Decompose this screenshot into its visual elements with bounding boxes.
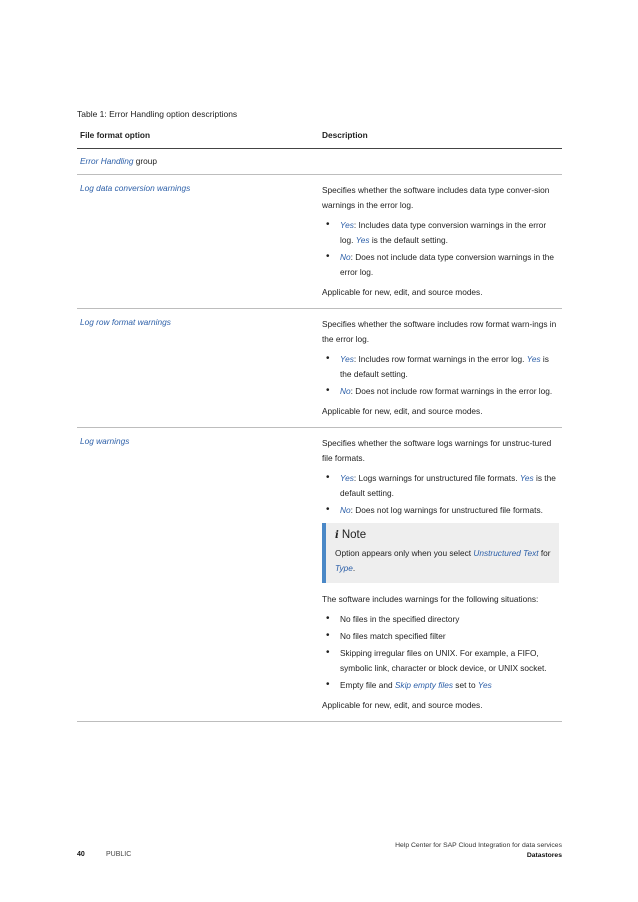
option-name: Log row format warnings (80, 317, 171, 327)
situation-text: Empty file and (340, 680, 395, 690)
description-intro: Specifies whether the software includes data type conver-sion warnings in the error log. (322, 185, 550, 210)
situation-text: No files match specified filter (340, 631, 446, 641)
table-caption: Table 1: Error Handling option descriptions (77, 109, 238, 119)
situation-text: Skipping irregular files on UNIX. For example, a FIFO, symbolic link, character or block device, or UNIX socket. (340, 648, 547, 673)
footer-doc-title: Help Center for SAP Cloud Integration for data services (395, 842, 562, 849)
value-keyword: Yes (519, 473, 534, 483)
applicable-modes: Applicable for new, edit, and source modes. (322, 406, 483, 416)
value-text: : Logs warnings for unstructured file formats. (353, 473, 520, 483)
value-keyword: Yes (340, 354, 354, 364)
option-description (322, 309, 559, 427)
option-description (322, 428, 559, 721)
note-title (335, 528, 551, 543)
list-item (322, 678, 559, 693)
value-text: is the default setting. (340, 354, 549, 379)
note-text (335, 546, 551, 576)
value-keyword: Yes (526, 354, 541, 364)
list-item (322, 218, 559, 248)
bullet-icon: • (326, 472, 330, 483)
note-text-part: for (538, 548, 551, 558)
table-row (77, 175, 562, 309)
description-intro: Specifies whether the software includes row format warn-ings in the error log. (322, 319, 557, 344)
bullet-icon: • (326, 679, 330, 690)
situation-text: set to (453, 680, 478, 690)
note-label: Note (341, 529, 367, 541)
list-item (322, 612, 559, 627)
applicable-modes: Applicable for new, edit, and source modes. (322, 700, 483, 710)
note-box (322, 523, 559, 583)
value-list (322, 471, 559, 518)
value-keyword: Yes (340, 473, 354, 483)
option-description (322, 175, 559, 308)
value-keyword: No (340, 505, 351, 515)
value-text: : Does not include data type conversion warnings in the error log. (340, 252, 555, 277)
bullet-icon: • (326, 504, 330, 515)
situations-list (322, 612, 559, 693)
value-text: is the default setting. (369, 235, 448, 245)
situations-intro: The software includes warnings for the following situations: (322, 594, 539, 604)
value-keyword: No (340, 252, 351, 262)
value-list (322, 218, 559, 280)
footer-section: Datastores (526, 852, 562, 859)
value-text: : Does not include row format warnings in the error log. (350, 386, 553, 396)
list-item (322, 384, 559, 399)
list-item (322, 250, 559, 280)
description-intro: Specifies whether the software logs warnings for unstruc-tured file formats. (322, 438, 552, 463)
group-label (80, 156, 157, 166)
bullet-icon: • (326, 613, 330, 624)
classification-label: PUBLIC (106, 851, 132, 858)
group-suffix: group (133, 156, 158, 166)
value-list (322, 352, 559, 399)
info-icon: i (335, 530, 339, 541)
list-item (322, 503, 559, 518)
note-text-part: Option appears only when you select (335, 548, 474, 558)
value-text: is the default setting. (340, 473, 556, 498)
option-name: Log warnings (80, 436, 130, 446)
value-text: : Includes row format warnings in the error log. (353, 354, 527, 364)
table-header (77, 124, 562, 149)
bullet-icon: • (326, 647, 330, 658)
value-text: : Includes data type conversion warnings in the error log. (340, 220, 547, 245)
applicable-modes: Applicable for new, edit, and source modes. (322, 287, 483, 297)
col-header-option: File format option (80, 130, 151, 140)
page-number: 40 (77, 851, 85, 858)
situation-keyword: Yes (477, 680, 492, 690)
note-keyword: Unstructured Text (473, 548, 539, 558)
situation-keyword: Skip empty files (394, 680, 453, 690)
value-keyword: Yes (340, 220, 354, 230)
bullet-icon: • (326, 251, 330, 262)
group-row (77, 149, 562, 175)
footer-doc-info (395, 841, 562, 861)
options-table (77, 124, 562, 722)
value-text: : Does not log warnings for unstructured file formats. (350, 505, 543, 515)
note-keyword: Type (335, 563, 353, 573)
list-item (322, 471, 559, 501)
value-keyword: Yes (355, 235, 370, 245)
group-name: Error Handling (80, 156, 134, 166)
note-text-part: . (352, 563, 356, 573)
bullet-icon: • (326, 353, 330, 364)
bullet-icon: • (326, 385, 330, 396)
bullet-icon: • (326, 219, 330, 230)
situation-text: No files in the specified directory (340, 614, 460, 624)
table-row (77, 309, 562, 428)
option-name: Log data conversion warnings (80, 183, 191, 193)
table-row (77, 428, 562, 722)
list-item (322, 352, 559, 382)
col-header-description: Description (322, 130, 368, 140)
list-item (322, 646, 559, 676)
list-item (322, 629, 559, 644)
bullet-icon: • (326, 630, 330, 641)
value-keyword: No (340, 386, 351, 396)
